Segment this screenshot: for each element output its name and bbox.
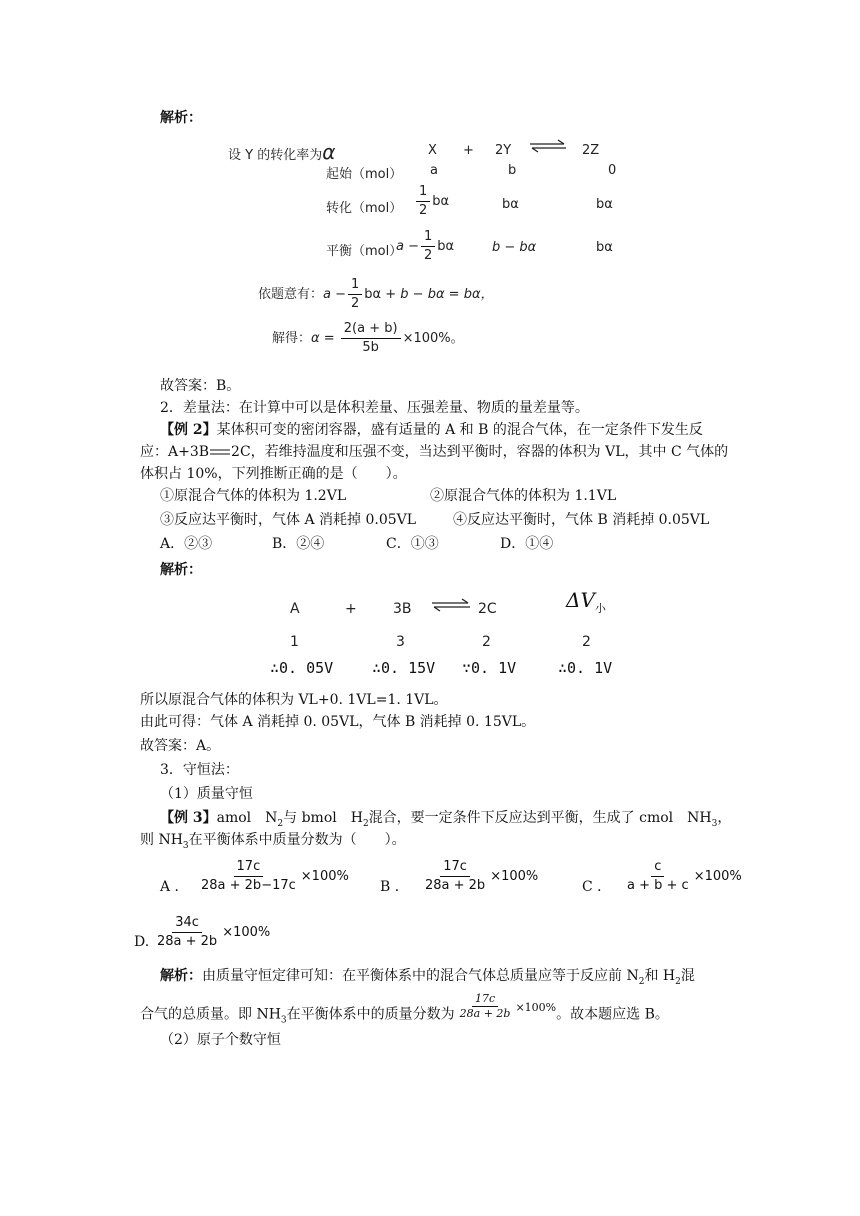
delta-v-label: $\Delta V_小$ bbox=[566, 588, 606, 615]
eq-z: bα bbox=[596, 240, 613, 255]
equilibrium-arrow-icon-2 bbox=[430, 597, 472, 617]
conv-x: $\frac{1}{2}$ bα bbox=[414, 183, 449, 220]
plus-sign: + bbox=[463, 143, 474, 158]
solve-line: 解得：α = $\frac{2(a + b)}{5b}$ ×100%。 bbox=[272, 321, 464, 355]
statement-1: ①原混合气体的体积为 1.2VL bbox=[160, 488, 347, 504]
analysis-label: 解析： bbox=[160, 110, 202, 126]
analysis-label-2: 解析： bbox=[160, 562, 202, 578]
option-a: A．②③ bbox=[160, 536, 213, 552]
condition-line: 依题意有：a − $\frac{1}{2}$ bα + b − bα = bα， bbox=[258, 277, 494, 311]
coef-delta: 2 bbox=[582, 634, 591, 650]
eq-y: b − bα bbox=[492, 240, 537, 255]
statement-3: ③反应达平衡时，气体 A 消耗掉 0.05VL bbox=[160, 512, 417, 528]
species-3b: 3B bbox=[393, 601, 412, 617]
coef-a: 1 bbox=[290, 634, 299, 650]
conv-z: bα bbox=[596, 197, 613, 212]
val-delta: ∴0. 1V bbox=[558, 659, 613, 677]
coef-c: 2 bbox=[482, 634, 491, 650]
after-2-line-2: 由此可得：气体 A 消耗掉 0. 05VL，气体 B 消耗掉 0. 15VL。 bbox=[140, 714, 536, 730]
example-3-line-2: 则 $NH_3$在平衡体系中质量分数为（ ）。 bbox=[140, 832, 406, 851]
val-b: ∴0. 15V bbox=[372, 659, 436, 677]
statement-2: ②原混合气体的体积为 1.1VL bbox=[430, 488, 617, 504]
option-c: C．①③ bbox=[386, 536, 439, 552]
option-a-label: A ． bbox=[160, 879, 189, 895]
answer-2: 故答案：A。 bbox=[140, 738, 221, 754]
conv-label: 转化（mol） bbox=[326, 201, 403, 216]
example-2-line-2: 应：A+3B 2C，若维持温度和压强不变，当达到平衡时，容器的体积为 VL，其中 C 气体的 bbox=[140, 444, 729, 460]
section-3-2-heading: （2）原子个数守恒 bbox=[160, 1032, 281, 1048]
coef-b: 3 bbox=[396, 634, 405, 650]
statement-4: ④反应达平衡时，气体 B 消耗掉 0.05VL bbox=[453, 512, 710, 528]
equilibrium-arrow-icon bbox=[528, 138, 568, 158]
plus-sign-2: + bbox=[345, 601, 357, 617]
example-2-line-3: 体积占 10%，下列推断正确的是（ ）。 bbox=[140, 466, 407, 482]
eq-label: 平衡（mol） bbox=[326, 244, 403, 259]
start-a: a bbox=[430, 163, 438, 178]
option-d: D．①④ bbox=[500, 536, 554, 552]
start-zero: 0 bbox=[608, 163, 617, 178]
option-c-label: C ． bbox=[582, 879, 612, 895]
example-3-line-1: 【例 3】amol $N_2$与 bmol $H_2$混合，要一定条件下反应达到平衡，生成了 cmol $NH_3$， bbox=[160, 810, 732, 829]
after-2-line-1: 所以原混合气体的体积为 VL+0. 1VL=1. 1VL。 bbox=[140, 692, 448, 708]
start-b: b bbox=[508, 163, 517, 178]
analysis-3-line-1: 解析：由质量守恒定律可知：在平衡体系中的混合气体总质量应等于反应前 $N_2$和 $H_2$混 bbox=[160, 968, 695, 987]
species-x: X bbox=[428, 143, 437, 158]
eq-x: a − $\frac{1}{2}$ bα bbox=[396, 229, 455, 263]
option-d-label: D. bbox=[134, 934, 150, 950]
start-label: 起始（mol） bbox=[326, 167, 403, 182]
species-2c: 2C bbox=[478, 601, 497, 617]
option-c-formula: $\frac{c}{a + b + c}$ ×100% bbox=[627, 859, 742, 893]
species-a: A bbox=[290, 601, 300, 617]
analysis-3-line-2: 合气的总质量。即 $NH_3$在平衡体系中的质量分数为 $\frac{17c}{28a + 2b}$ $^{\times 100\%}$。故本题应选 B。 bbox=[140, 992, 669, 1026]
section-3-1-heading: （1）质量守恒 bbox=[160, 786, 253, 802]
species-2y: 2Y bbox=[495, 143, 512, 158]
option-d-formula: $\frac{34c}{28a + 2b}$ ×100% bbox=[157, 915, 271, 949]
conv-y: bα bbox=[502, 197, 519, 212]
option-b-label: B ． bbox=[380, 879, 409, 895]
species-2z: 2Z bbox=[582, 143, 600, 158]
section-3-heading: 3．守恒法： bbox=[160, 762, 239, 778]
val-a: ∴0. 05V bbox=[270, 659, 334, 677]
answer-1: 故答案：B。 bbox=[160, 378, 241, 394]
option-b: B．②④ bbox=[272, 536, 325, 552]
example-2-line-1: 【例 2】某体积可变的密闭容器，盛有适量的 A 和 B 的混合气体，在一定条件下发生反 bbox=[160, 422, 703, 438]
option-b-formula: $\frac{17c}{28a + 2b}$ ×100% bbox=[425, 859, 539, 893]
section-2-heading: 2．差量法：在计算中可以是体积差量、压强差量、物质的量差量等。 bbox=[160, 400, 589, 416]
let-text: 设 Y 的转化率为α bbox=[228, 140, 336, 164]
val-c: ∵0. 1V bbox=[462, 659, 517, 677]
option-a-formula: $\frac{17c}{28a + 2b-17c}$ ×100% bbox=[201, 859, 349, 893]
